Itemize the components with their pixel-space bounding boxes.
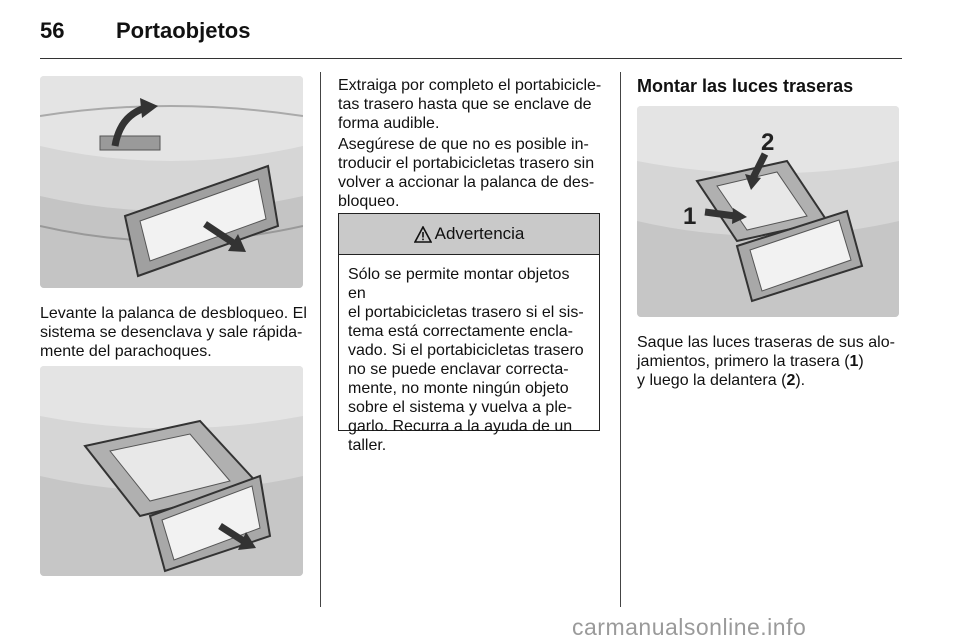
warning-title: Advertencia — [434, 224, 525, 243]
watermark: carmanualsonline.info — [572, 614, 807, 640]
callout-2: 2 — [761, 129, 775, 156]
header-rule — [40, 58, 902, 59]
caption-unlock: Levante la palanca de desbloqueo. El sistema se desenclava y sale rápida- mente del parachoques. — [40, 305, 307, 360]
paragraph-rear-lights: Saque las luces traseras de sus alo- jamientos, primero la trasera (1) y luego la delantera (2). — [637, 334, 895, 389]
paragraph-extract: Extraiga por completo el portabicicle- tas trasero hasta que se enclave de forma audible. — [338, 77, 602, 132]
rear-lights-illustration — [637, 106, 899, 317]
figure-extended-carrier — [40, 366, 303, 576]
column-separator — [620, 72, 621, 607]
section-heading: Montar las luces traseras — [637, 76, 854, 96]
figure-rear-lights — [637, 106, 899, 317]
warning-triangle-icon — [414, 226, 432, 243]
carrier-illustration — [40, 366, 303, 576]
figure-unlock-lever — [40, 76, 303, 288]
callout-1: 1 — [683, 203, 697, 230]
column-separator — [320, 72, 321, 607]
page-number: 56 — [40, 18, 65, 43]
tailgate-illustration — [40, 76, 303, 288]
warning-header — [339, 214, 599, 255]
page-title: Portaobjetos — [116, 18, 251, 43]
warning-text: Sólo se permite montar objetos en el portabicicletas trasero si el sis- tema está correctamente encla- vado. Si el portabicicletas trasero no se puede enclavar correcta- mente, no monte ningún objeto sobre el sistema y vuelva a ple- garlo. Recurra a la ayuda de un taller. — [348, 266, 584, 454]
warning-box — [338, 213, 600, 454]
paragraph-ensure: Asegúrese de que no es posible in- troducir el portabicicletas trasero sin volver a accionar la palanca de des- bloqueo. — [338, 136, 595, 210]
